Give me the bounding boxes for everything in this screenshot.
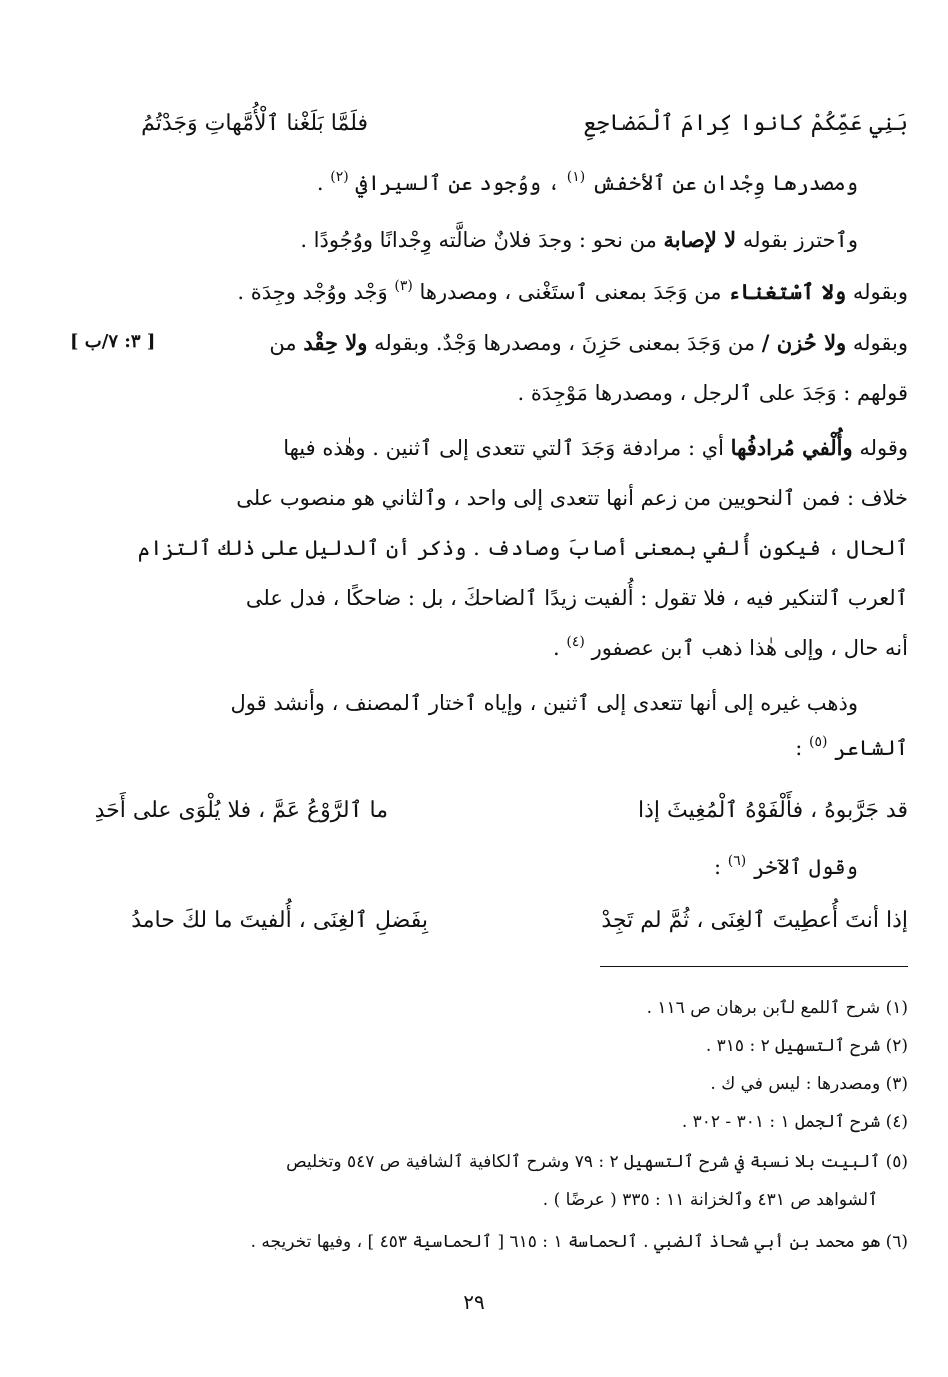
text-segment: من نحو : وجدَ فلانٌ ضالَّته وِجْدانًا ووُجُودًا . [300, 228, 657, 252]
footnote-ref-1[interactable]: (١) [566, 169, 586, 185]
footnote-3: (٣) ومصدرها : ليس في ك . [710, 1074, 908, 1094]
text-segment: ٱلشاعر [834, 736, 908, 760]
verse-1-second-hemistich: فلَمَّا بَلَغْنا ٱلْأُمَّهاتِ وَجَدْتُمُ [141, 111, 368, 136]
text-line-9: ٱلحال ، فيكون أُلفي بمعنى أصابَ وصادف . وذكر أن ٱلدليل على ذٰلك ٱلتزام [137, 536, 908, 560]
footnote-6: (٦) هو محمد بن أبي شحاذ ٱلضبي . ٱلحماسة ١ : ٦١٥ [ ٱلحماسية ٤٥٣ ] ، وفيها تخريجه . [250, 1232, 908, 1252]
verse-2-second-hemistich: ما ٱلرَّوْعُ عَمَّ ، فلا يُلْوَى على أَحَدِ [94, 798, 388, 823]
bold-term: وأُلْفي مُرادفُها [730, 435, 853, 460]
footnote-ref-4[interactable]: (٤) [566, 634, 585, 650]
verse-3-second-hemistich: بِفَضلِ ٱلغِنَى ، أُلفيتَ ما لكَ حامدُ [131, 908, 428, 933]
text-segment: وبقوله [852, 331, 908, 355]
manuscript-folio-reference: [ ٣: ٧/ب ] [70, 331, 156, 352]
text-line-3 [300, 225, 858, 255]
page-number: ٢٩ [463, 1290, 485, 1314]
text-segment: وبقوله [852, 280, 908, 304]
footnote-ref-6[interactable]: (٦) [727, 853, 747, 869]
text-line-4 [237, 277, 908, 310]
bold-term: لا لإصابة [663, 227, 737, 252]
text-segment: . [316, 171, 324, 195]
text-line-2 [317, 168, 858, 201]
text-segment: ومصدرها وِجْدان عن ٱلأخفش [591, 171, 858, 195]
text-segment: وَجْد ووُجْد وجِدَة . [237, 280, 388, 304]
text-line-5 [269, 328, 908, 358]
footnote-5: (٥) ٱلبيت بلا نسبة في شرح ٱلتسهيل ٢ : ٧٩ وشرح ٱلكافية ٱلشافية ص ٥٤٧ وتخليص [286, 1152, 908, 1172]
text-segment: وقول ٱلآخر [752, 855, 858, 879]
footnote-5-continued: ٱلشواهد ص ٤٣١ وٱلخزانة ١١ : ٣٣٥ ( عرضًا ) . [542, 1190, 878, 1210]
footnote-ref-5[interactable]: (٥) [809, 734, 828, 750]
footnote-ref-3[interactable]: (٣) [394, 278, 413, 294]
text-line-13 [795, 733, 908, 766]
footnote-1: (١) شرح ٱللمع لٱبن برهان ص ١١٦ . [646, 998, 908, 1018]
text-segment: أنه حال ، وإلى هٰذا ذهب ٱبن عصفور [591, 636, 908, 660]
text-segment: من وَجَدَ بمعنى ٱستَغْنى ، ومصدرها [419, 280, 722, 304]
text-segment: ، ووُجود عن ٱلسيرافي [355, 171, 561, 195]
text-line-7 [283, 433, 908, 463]
footnote-ref-2[interactable]: (٢) [330, 169, 349, 185]
bold-term: ولا حِقْد [303, 330, 368, 355]
text-segment: : [795, 736, 803, 760]
text-segment: : [713, 855, 722, 879]
text-segment: وقوله [859, 436, 908, 460]
text-line-14 [714, 852, 858, 885]
text-line-6: قولهم : وَجَدَ على ٱلرجل ، ومصدرها مَوْجِدَة . [517, 381, 908, 405]
text-segment: من [269, 331, 297, 355]
text-segment: وٱحترز بقوله [742, 228, 858, 252]
text-segment: . [553, 636, 560, 660]
text-line-8: خلاف : فمن ٱلنحويين من زعم أنها تتعدى إلى واحد ، وٱلثاني هو منصوب على [236, 486, 908, 510]
text-line-11 [553, 633, 908, 666]
bold-term: ولا ٱسْتغناء [728, 279, 847, 304]
verse-3-first-hemistich: إذا أنتَ أُعطِيتَ ٱلغِنَى ، ثُمَّ لم تَجِدْ [601, 908, 908, 933]
text-segment: من وَجَدَ بمعنى حَزِنَ ، ومصدرها وَجْدٌ. وبقوله [374, 331, 756, 355]
verse-1-first-hemistich: بَنِي عَمِّكُمْ كانوا كِرامَ ٱلْمَضاجِعِ [583, 111, 908, 136]
footnote-2: (٢) شرح ٱلتسهيل ٢ : ٣١٥ . [705, 1036, 908, 1056]
footnote-separator [600, 966, 908, 967]
text-segment: أي : مرادفة وَجَدَ ٱلتي تتعدى إلى ٱثنين . وهٰذه فيها [283, 436, 724, 460]
footnote-4: (٤) شرح ٱلجمل ١ : ٣٠١ - ٣٠٢ . [681, 1112, 908, 1132]
text-line-12: وذهب غيره إلى أنها تتعدى إلى ٱثنين ، وإياه ٱختار ٱلمصنف ، وأنشد قول [230, 691, 858, 715]
verse-2-first-hemistich: قد جَرَّبوهُ ، فأَلْفَوْهُ ٱلْمُغِيثَ إذا [637, 798, 908, 823]
text-line-10: ٱلعرب ٱلتنكير فيه ، فلا تقول : أُلفيت زيدًا ٱلضاحكَ ، بل : ضاحكًا ، فدل على [245, 586, 908, 610]
bold-term: ولا حُزن / [761, 330, 847, 355]
